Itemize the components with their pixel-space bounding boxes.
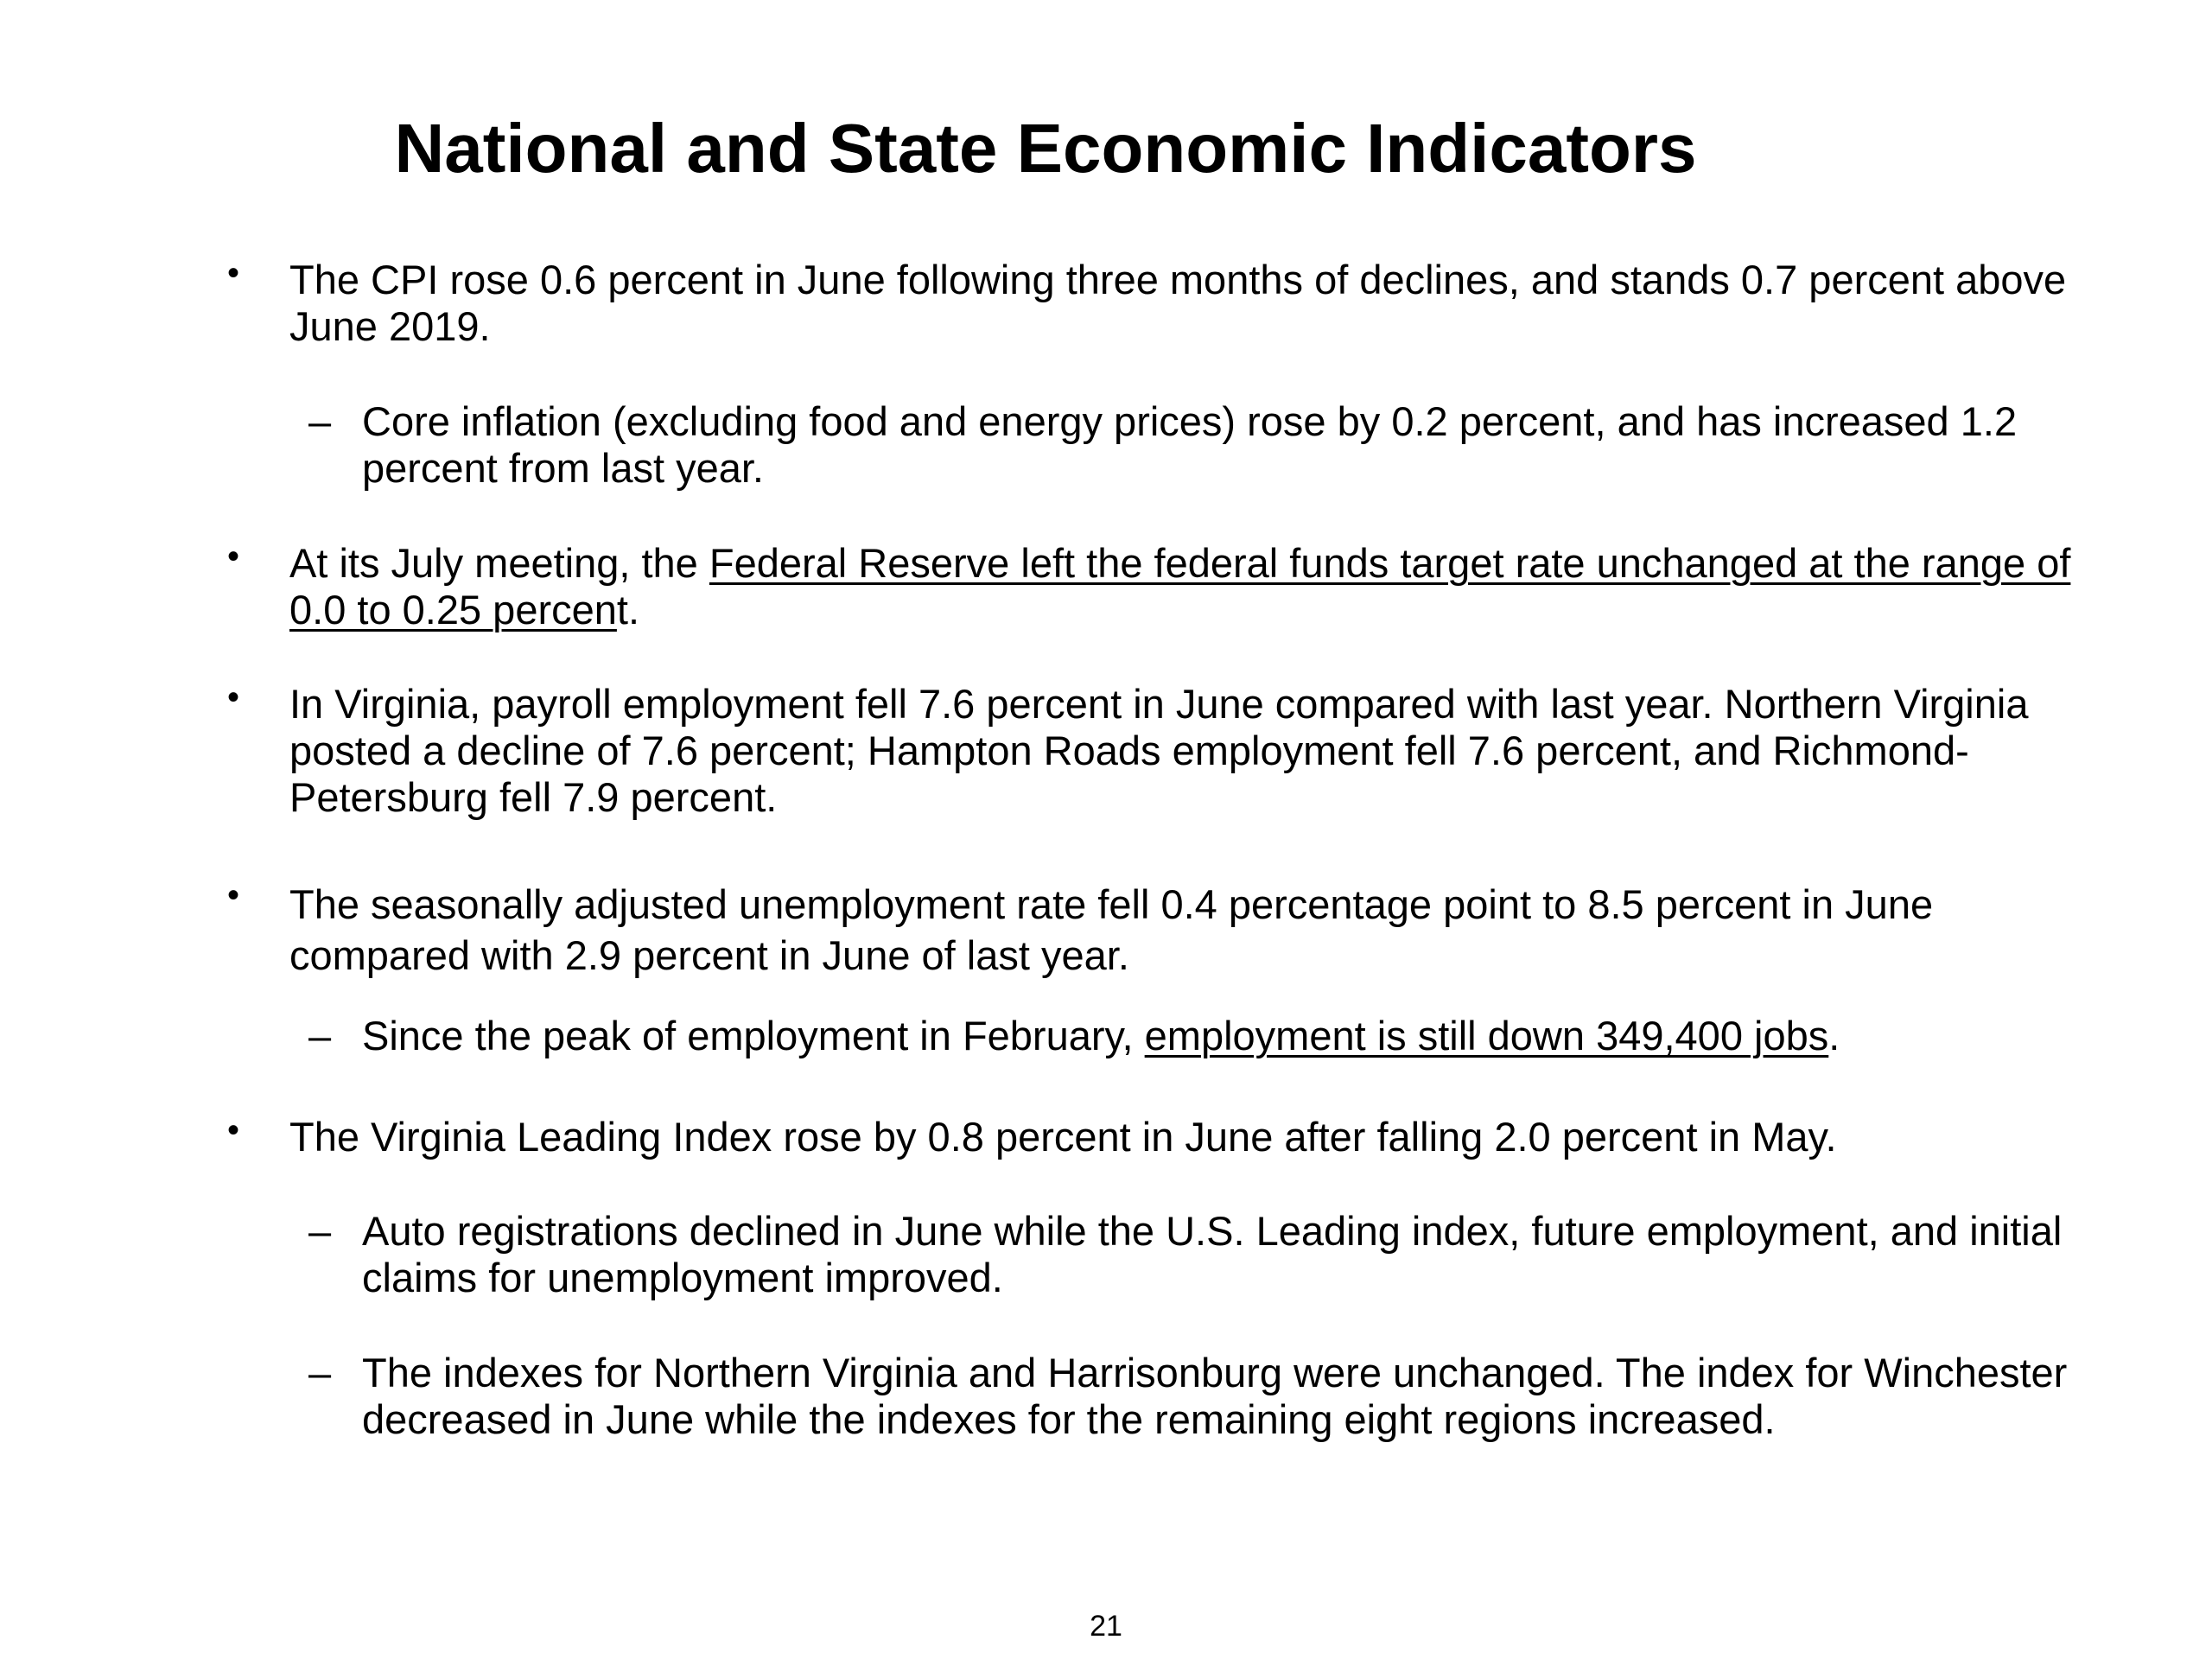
bullet-marker: • (227, 537, 240, 575)
bullet-item-unemployment-rate (227, 876, 2095, 981)
bullet-marker: • (227, 678, 240, 716)
bullet-item-payroll-employment (227, 678, 2095, 821)
sub-item-core-inflation (308, 398, 2116, 492)
page-title (0, 105, 2212, 192)
page-number: 21 (1090, 1610, 1122, 1643)
sub-item-text: The indexes for Northern Virginia and Harrisonburg were unchanged. The index for Winchester decreased in June while the indexes for the remaining eight regions increased. (362, 1350, 2068, 1442)
bullet-text: The Virginia Leading Index rose by 0.8 percent in June after falling 2.0 percent in May. (289, 1114, 1837, 1160)
bullet-item-cpi (227, 254, 2095, 350)
dash-marker: – (308, 1208, 332, 1254)
sub-item-text: Auto registrations declined in June while the U.S. Leading index, future employment, and initial claims for unemployment improved. (362, 1208, 2063, 1300)
sub-item-text: Core inflation (excluding food and energy prices) rose by 0.2 percent, and has increased 1.2 percent from last year. (362, 398, 2018, 491)
bullet-text: The CPI rose 0.6 percent in June following three months of declines, and stands 0.7 percent above June 2019. (289, 257, 2067, 349)
sub-item-text-before: Since the peak of employment in February, (362, 1013, 1145, 1058)
bullet-text: The seasonally adjusted unemployment rate fell 0.4 percentage point to 8.5 percent in June compared with 2.9 percent in June of last year. (289, 881, 1934, 978)
dash-marker: – (308, 398, 332, 444)
underlined-text: employment is still down 349,400 jobs (1144, 1013, 1829, 1058)
page-title-text: National and State Economic Indicators (394, 110, 1697, 187)
bullet-text-before: At its July meeting, the (289, 540, 709, 586)
sub-item-employment-down (308, 1013, 2116, 1059)
bullet-text: In Virginia, payroll employment fell 7.6 percent in June compared with last year. Northern Virginia posted a decline of 7.6 percent; Hampton Roads employment fell 7.6 percent, and Richmond-Petersburg fell 7.9 percent. (289, 681, 2029, 820)
bullet-text-after: t. (616, 587, 640, 632)
bullet-marker: • (227, 876, 240, 914)
bullet-marker: • (227, 254, 240, 292)
bullet-marker: • (227, 1111, 240, 1149)
underlined-text: Federal Reserve left the federal funds target rate unchanged at the range of 0.0 to 0.25 percen (289, 540, 2071, 632)
sub-item-regional-indexes (308, 1350, 2116, 1443)
sub-item-text-after: . (1828, 1013, 1840, 1058)
bullet-item-leading-index (227, 1111, 2095, 1160)
dash-marker: – (308, 1350, 332, 1395)
sub-item-auto-registrations (308, 1208, 2116, 1301)
bullet-item-federal-reserve (227, 537, 2095, 633)
dash-marker: – (308, 1013, 332, 1058)
